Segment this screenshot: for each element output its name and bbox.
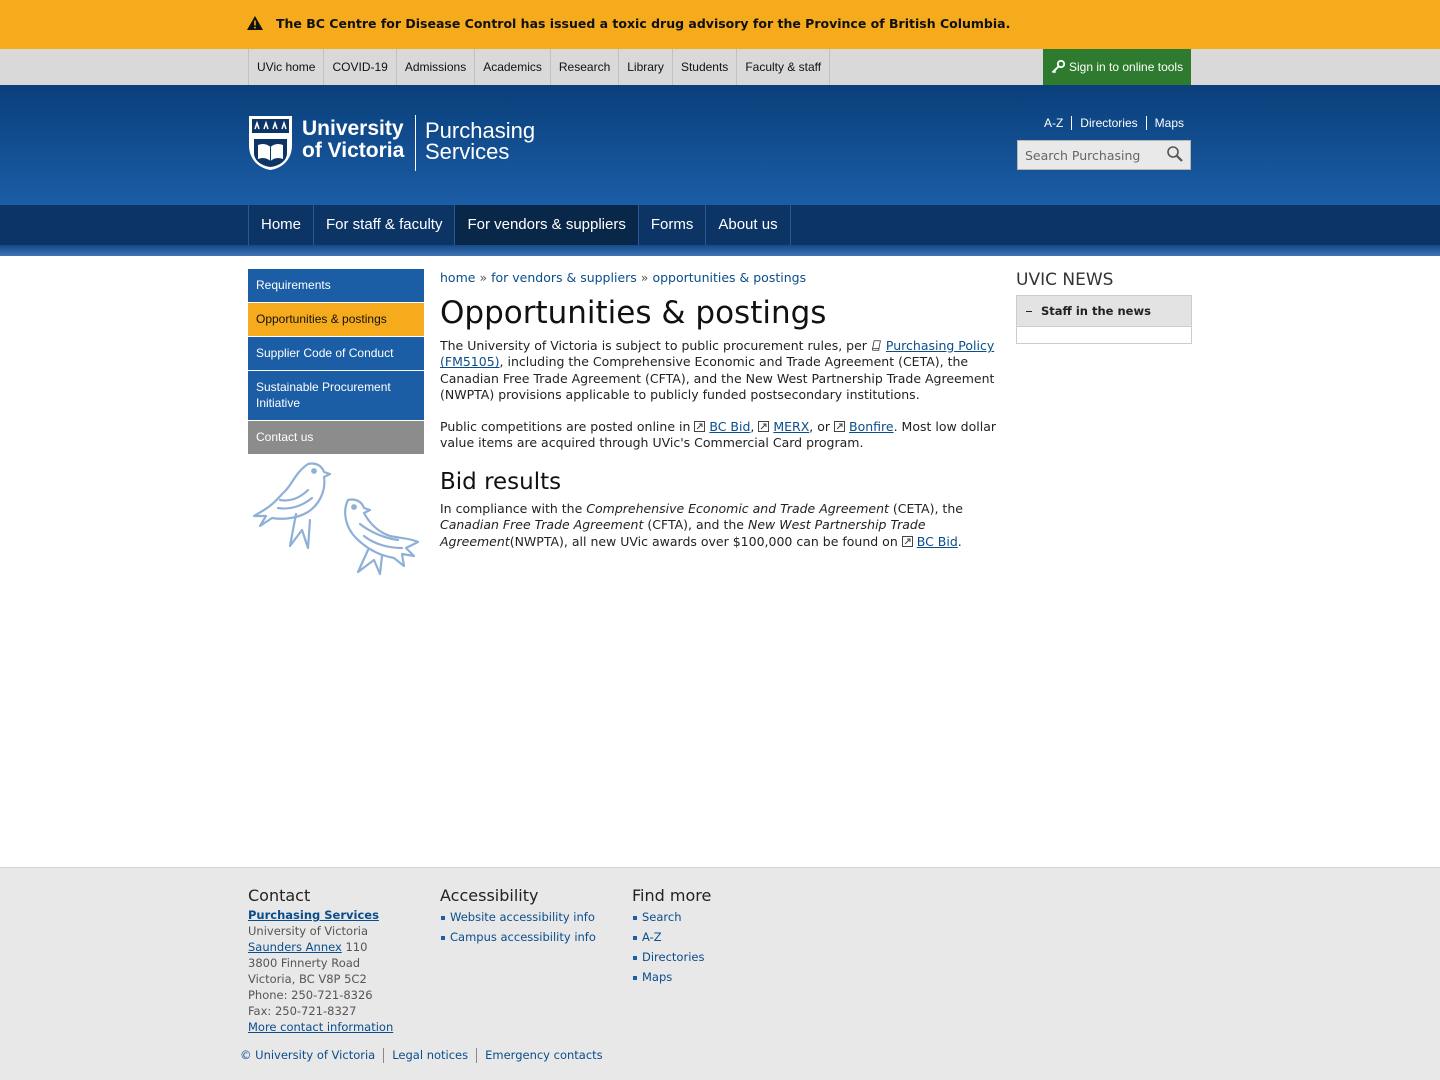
bc-bid-results-link[interactable]: BC Bid xyxy=(916,533,958,549)
utility-links xyxy=(248,49,830,85)
search-icon[interactable] xyxy=(1166,145,1184,163)
nav-about-us[interactable]: About us xyxy=(706,205,790,245)
footer-campus-accessibility-link[interactable]: Campus accessibility info xyxy=(450,930,596,944)
footer-search-link[interactable]: Search xyxy=(642,910,682,924)
breadcrumb-home[interactable]: home xyxy=(440,270,476,285)
unit-name[interactable]: Purchasing Services xyxy=(425,118,536,164)
bc-bid-link[interactable]: BC Bid xyxy=(709,419,751,434)
utility-link-students[interactable]: Students xyxy=(673,49,737,85)
header-link-a-z[interactable]: A-Z xyxy=(1043,116,1064,130)
nav-forms[interactable]: Forms xyxy=(639,205,707,245)
footer-find-more-title: Find more xyxy=(632,886,712,905)
external-link-icon xyxy=(834,421,845,432)
footer-university: University of Victoria xyxy=(248,924,369,938)
utility-link-research[interactable]: Research xyxy=(551,49,619,85)
uvic-crest-icon[interactable] xyxy=(248,115,293,171)
site-footer xyxy=(0,867,1440,1080)
footer-building-link[interactable]: Saunders Annex xyxy=(248,940,342,954)
logo-divider xyxy=(415,115,416,171)
nav-staff-faculty[interactable]: For staff & faculty xyxy=(314,205,455,245)
sidebar-item-opportunities[interactable]: Opportunities & postings xyxy=(248,303,424,337)
list-item xyxy=(632,927,711,947)
breadcrumb-separator: » xyxy=(640,270,649,285)
list-item xyxy=(632,907,711,927)
competitions-paragraph: Public competitions are posted online in BC Bid, MERX, or Bonfire. Most low dollar value items are acquired through UVic's Commercial Card program. xyxy=(440,419,997,451)
breadcrumb xyxy=(440,270,806,285)
footer-emergency-contacts-link[interactable]: Emergency contacts xyxy=(476,1048,611,1063)
minus-icon xyxy=(1026,311,1032,312)
external-link-icon xyxy=(694,421,705,432)
sidebar-item-contact[interactable]: Contact us xyxy=(248,421,424,455)
footer-accessibility-title: Accessibility xyxy=(440,886,539,905)
nav-accent-strip xyxy=(0,245,1440,256)
search-input[interactable] xyxy=(1018,141,1158,169)
footer-find-more xyxy=(632,886,711,987)
footer-directories-link[interactable]: Directories xyxy=(642,950,705,964)
utility-link-uvic-home[interactable]: UVic home xyxy=(249,49,324,85)
bid-results-heading: Bid results xyxy=(440,469,562,495)
header-links xyxy=(1036,116,1191,130)
utility-link-admissions[interactable]: Admissions xyxy=(397,49,475,85)
footer-unit-link[interactable]: Purchasing Services xyxy=(248,908,379,922)
nav-home[interactable]: Home xyxy=(249,205,314,245)
footer-phone: Phone: 250-721-8326 xyxy=(248,988,373,1002)
utility-link-library[interactable]: Library xyxy=(619,49,673,85)
bonfire-link[interactable]: Bonfire xyxy=(849,419,894,434)
footer-address-city: Victoria, BC V8P 5C2 xyxy=(248,972,367,986)
footer-copyright-link[interactable]: © University of Victoria xyxy=(240,1048,376,1062)
breadcrumb-vendors[interactable]: for vendors & suppliers xyxy=(491,270,637,285)
footer-a-z-link[interactable]: A-Z xyxy=(642,930,662,944)
list-item xyxy=(632,947,711,967)
main-navigation xyxy=(0,205,1440,245)
intro-paragraph: The University of Victoria is subject to public procurement rules, per Purchasing Policy (FM5105), including the Comprehensive Economic and Trade Agreement (CETA), the Canadian Free Trade Agreement (CFTA), and the New West Partnership Trade Agreement (NWPTA) provisions applicable to publicly funded postsecondary institutions. xyxy=(440,338,995,402)
list-item xyxy=(440,927,596,947)
footer-fax: Fax: 250-721-8327 xyxy=(248,1004,357,1018)
purchasing-policy-link[interactable]: Purchasing Policy (FM5105) xyxy=(440,338,995,370)
footer-website-accessibility-link[interactable]: Website accessibility info xyxy=(450,910,595,924)
news-panel xyxy=(1016,295,1192,344)
footer-contact-title: Contact xyxy=(248,886,311,905)
header-link-maps[interactable]: Maps xyxy=(1146,116,1191,130)
uvic-wordmark[interactable]: University of Victoria xyxy=(302,117,405,162)
footer-legal-notices-link[interactable]: Legal notices xyxy=(383,1048,476,1063)
utility-bar xyxy=(0,49,1440,85)
news-item-label: Staff in the news xyxy=(1041,304,1151,318)
document-icon xyxy=(871,340,882,351)
sidebar-item-requirements[interactable]: Requirements xyxy=(248,269,424,303)
alert-text[interactable]: The BC Centre for Disease Control has issued a toxic drug advisory for the Province of British Columbia. xyxy=(276,16,1011,31)
sidebar-item-supplier-code[interactable]: Supplier Code of Conduct xyxy=(248,337,424,371)
birds-illustration xyxy=(250,460,422,578)
utility-link-academics[interactable]: Academics xyxy=(475,49,551,85)
footer-accessibility xyxy=(440,886,596,947)
footer-bottom-links xyxy=(240,1048,611,1063)
main-nav-items xyxy=(248,205,791,245)
footer-contact: Contact Purchasing Services University of Victoria Saunders Annex 110 3800 Finnerty Road Victoria, BC V8P 5C2 Phone: 250-721-8326 Fax: 250-721-8327 More contact information xyxy=(248,886,394,1034)
warning-icon xyxy=(247,16,263,30)
utility-link-faculty-staff[interactable]: Faculty & staff xyxy=(737,49,830,85)
external-link-icon xyxy=(758,421,769,432)
news-accordion-toggle[interactable] xyxy=(1017,296,1191,327)
key-icon xyxy=(1051,60,1065,74)
search-box xyxy=(1017,140,1191,170)
sign-in-button[interactable] xyxy=(1043,49,1191,85)
page-title: Opportunities & postings xyxy=(440,295,827,331)
bid-results-paragraph: In compliance with the Comprehensive Economic and Trade Agreement (CETA), the Canadian Free Trade Agreement (CFTA), and the New West Partnership Trade Agreement(NWPTA), all new UVic awards over $100,000 can be found on BC Bid. xyxy=(440,501,963,549)
merx-link[interactable]: MERX xyxy=(773,419,810,434)
nav-vendors-suppliers[interactable]: For vendors & suppliers xyxy=(455,205,638,245)
list-item xyxy=(440,907,596,927)
list-item xyxy=(632,967,711,987)
external-link-icon xyxy=(902,536,913,547)
sidebar-item-sustainable-procurement[interactable]: Sustainable Procurement Initiative xyxy=(248,371,424,421)
footer-maps-link[interactable]: Maps xyxy=(642,970,673,984)
utility-link-covid[interactable]: COVID-19 xyxy=(324,49,396,85)
sidebar-nav xyxy=(248,269,424,455)
footer-more-contact-link[interactable]: More contact information xyxy=(248,1020,394,1034)
site-header xyxy=(0,85,1440,205)
header-link-directories[interactable]: Directories xyxy=(1071,116,1145,130)
alert-banner xyxy=(0,0,1440,49)
footer-address-street: 3800 Finnerty Road xyxy=(248,956,361,970)
breadcrumb-separator: » xyxy=(479,270,488,285)
sign-in-label: Sign in to online tools xyxy=(1069,60,1184,74)
news-title: UVIC NEWS xyxy=(1016,270,1114,290)
breadcrumb-opportunities[interactable]: opportunities & postings xyxy=(652,270,807,285)
